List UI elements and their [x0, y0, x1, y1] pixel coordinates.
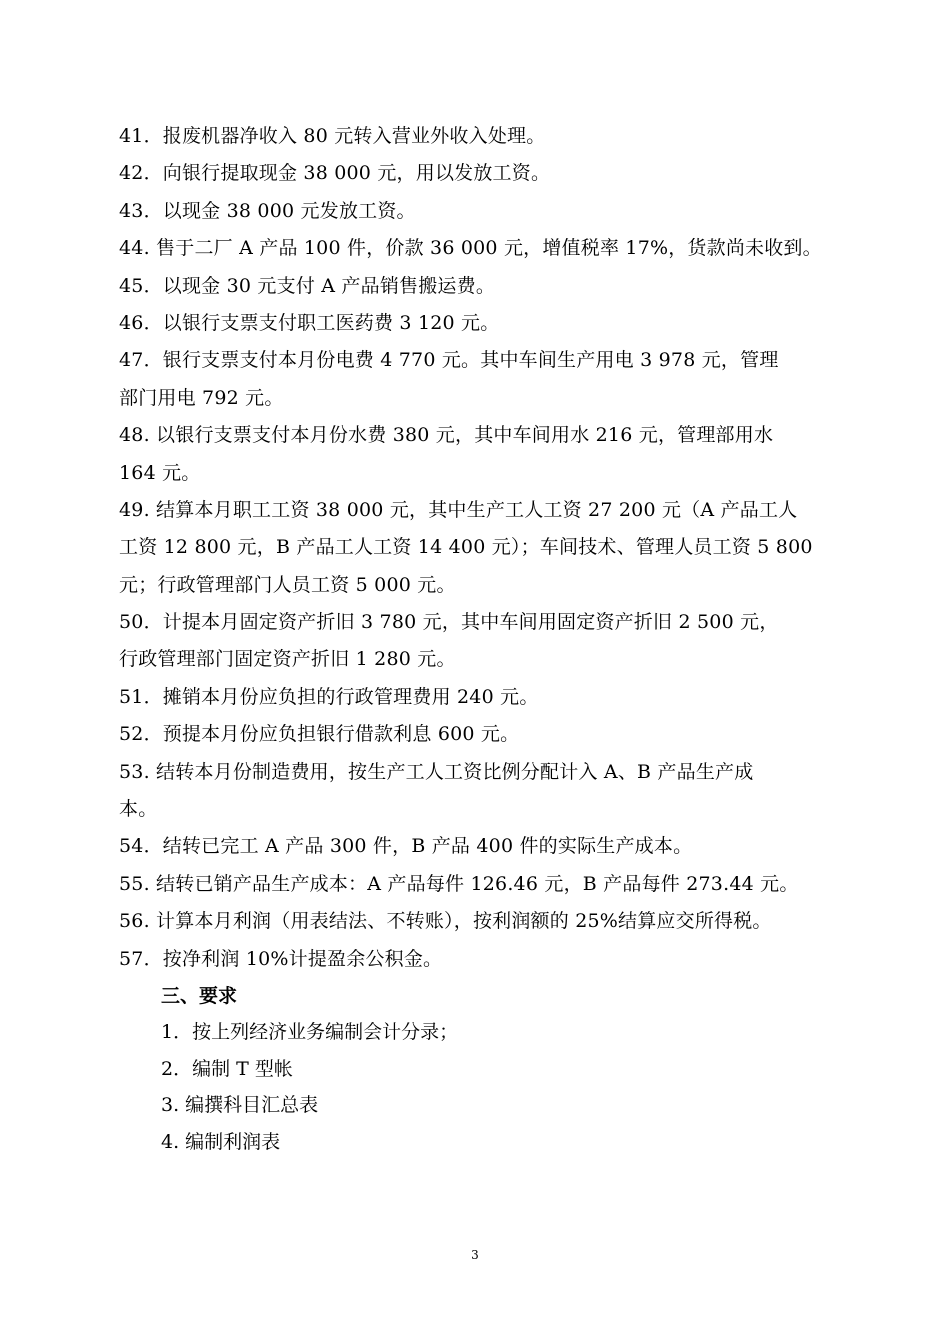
text-line: 工资 12 800 元，B 产品工人工资 14 400 元）；车间技术、管理人员工资 5 800: [119, 536, 813, 559]
text-line: 56. 计算本月利润（用表结法、不转账），按利润额的 25%结算应交所得税。: [119, 910, 772, 933]
text-line: 50．计提本月固定资产折旧 3 780 元，其中车间用固定资产折旧 2 500 元，: [119, 611, 779, 634]
text-line: 41．报废机器净收入 80 元转入营业外收入处理。: [119, 125, 546, 147]
text-line: 43．以现金 38 000 元发放工资。: [119, 199, 416, 222]
text-line: 51．摊销本月份应负担的行政管理费用 240 元。: [119, 685, 539, 708]
text-line: 行政管理部门固定资产折旧 1 280 元。: [119, 648, 456, 671]
text-line: 47．银行支票支付本月份电费 4 770 元。其中车间生产用电 3 978 元，管理: [119, 349, 779, 372]
text-line: 55. 结转已销产品生产成本：A 产品每件 126.46 元，B 产品每件 273.44 元。: [119, 872, 799, 895]
requirement-item: 2．编制 T 型帐: [161, 1057, 293, 1080]
requirement-item: 3. 编撰科目汇总表: [161, 1094, 319, 1116]
text-line: 46．以银行支票支付职工医药费 3 120 元。: [119, 311, 500, 334]
page-number: 3: [471, 1248, 479, 1262]
text-line: 元；行政管理部门人员工资 5 000 元。: [119, 573, 456, 596]
requirement-item: 1．按上列经济业务编制会计分录；: [161, 1021, 459, 1043]
requirement-item: 4. 编制利润表: [161, 1130, 281, 1153]
text-line: 164 元。: [119, 461, 201, 484]
text-line: 53. 结转本月份制造费用，按生产工人工资比例分配计入 A、B 产品生产成: [119, 760, 754, 783]
text-line: 48. 以银行支票支付本月份水费 380 元，其中车间用水 216 元，管理部用水: [119, 424, 774, 447]
text-line: 44. 售于二厂 A 产品 100 件，价款 36 000 元，增值税率 17%，货款尚未收到。: [119, 237, 822, 260]
text-line: 54．结转已完工 A 产品 300 件，B 产品 400 件的实际生产成本。: [119, 835, 693, 858]
requirements-list: [161, 1014, 458, 1160]
text-line: 42．向银行提取现金 38 000 元，用以发放工资。: [119, 162, 551, 185]
text-line: 52．预提本月份应负担银行借款利息 600 元。: [119, 723, 520, 746]
text-line: 49. 结算本月职工工资 38 000 元，其中生产工人工资 27 200 元（A 产品工人: [119, 498, 798, 521]
text-line: 45．以现金 30 元支付 A 产品销售搬运费。: [119, 274, 496, 297]
transaction-list: [119, 118, 859, 978]
text-line: 本。: [119, 798, 158, 821]
text-line: 部门用电 792 元。: [119, 386, 284, 409]
text-line: 57．按净利润 10%计提盈余公积金。: [119, 947, 443, 970]
requirements-heading: 三、要求: [161, 985, 238, 1007]
